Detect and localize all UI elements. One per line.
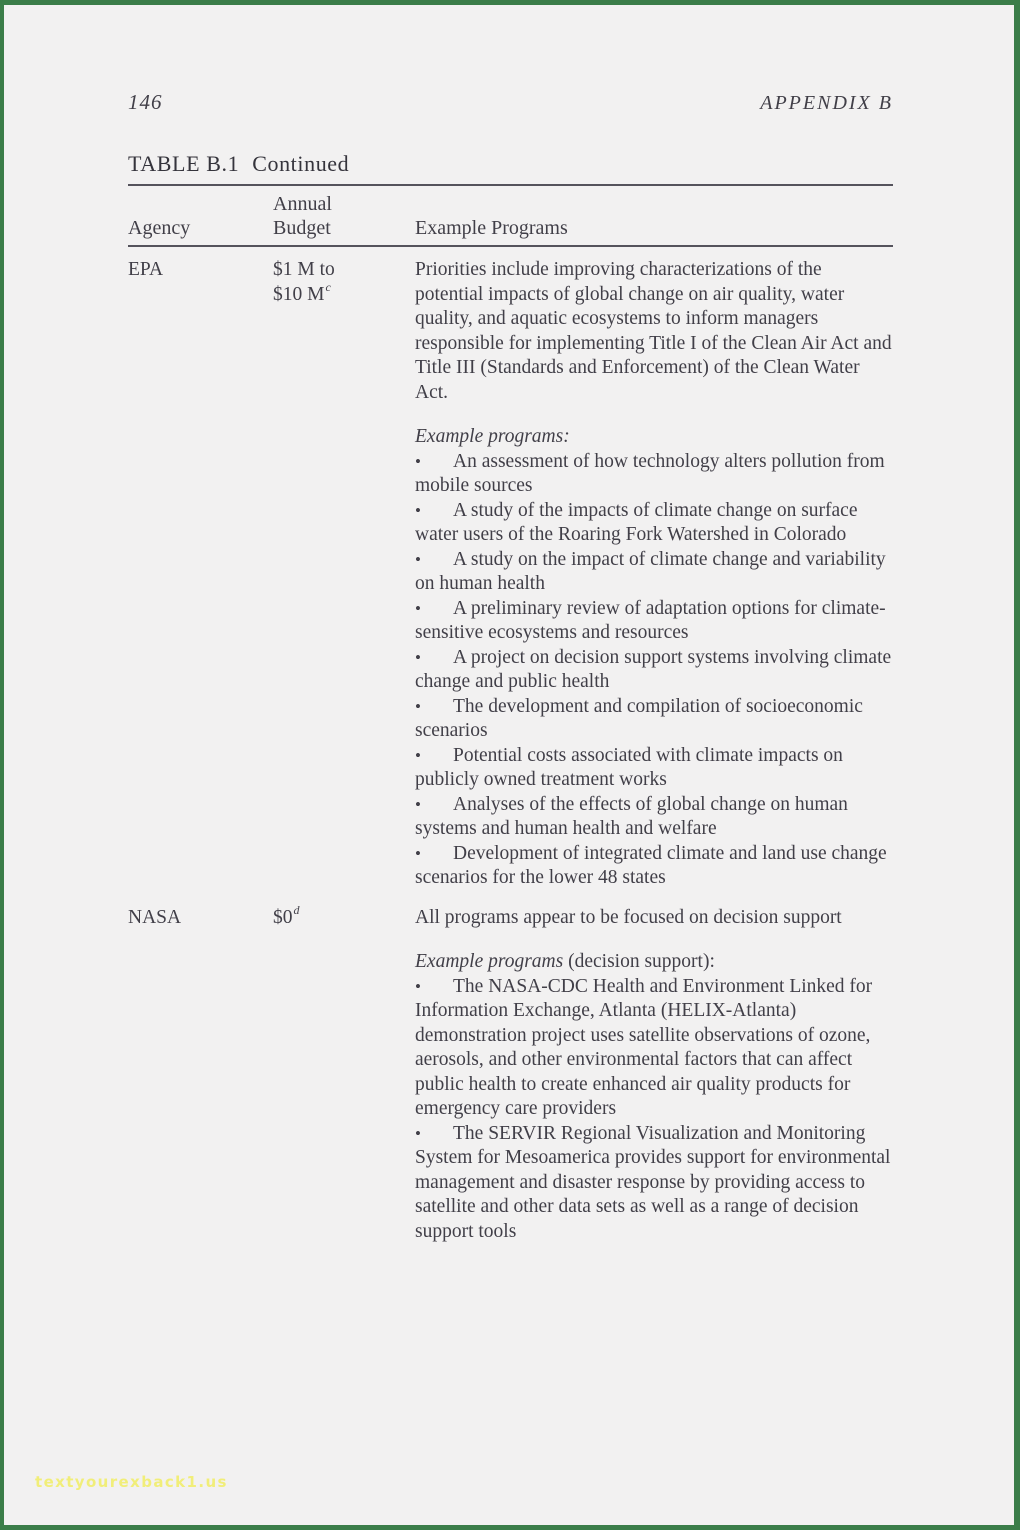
budget-cell: [273, 903, 415, 1245]
footnote-marker: c: [325, 280, 331, 294]
table-title-label: TABLE B.1: [128, 151, 240, 176]
bullet-icon: •: [415, 745, 421, 765]
bullet-icon: •: [415, 598, 421, 618]
budget-line: $10 $M^c$: [273, 280, 331, 305]
bullet-icon: •: [415, 549, 421, 569]
bullet-item: • An assessment of how technology alters pollution from mobile sources: [415, 450, 885, 496]
budget-cell: [273, 258, 415, 891]
example-programs-list: [415, 975, 893, 1245]
bullet-icon: •: [415, 696, 421, 716]
watermark: textyourexback1.us: [35, 1473, 228, 1491]
example-programs-label: Example programs (decision support):: [415, 951, 715, 972]
column-header-budget-line2: Budget: [273, 217, 331, 239]
appendix-running-head: APPENDIX B: [760, 92, 893, 114]
table-header-row: [128, 186, 893, 245]
example-programs-list: [415, 450, 893, 891]
programs-intro: Priorities include improving characterizations of the potential impacts of global change on air quality, water quality, and aquatic ecosystems to inform managers responsible for implementing Title I of the Clean Air Act and Title III (Standards and Enforcement) of the Clean Water Act.: [415, 259, 892, 403]
document-page: [4, 5, 1014, 1525]
bullet-icon: •: [415, 500, 421, 520]
bullet-icon: •: [415, 451, 421, 471]
column-header-budget-line1: Annual: [273, 193, 332, 215]
bullet-item: • The NASA-CDC Health and Environment Linked for Information Exchange, Atlanta (HELIX-Atlanta) demonstration project uses satellite observations of ozone, aerosols, and other environmental factors that can affect public health to create enhanced air quality products for emergency care providers: [415, 975, 873, 1119]
table-row-nasa: [128, 895, 893, 1245]
bullet-item: • Potential costs associated with climate impacts on publicly owned treatment works: [415, 744, 843, 790]
bullet-icon: •: [415, 794, 421, 814]
column-header-budget: [273, 192, 415, 240]
bullet-icon: •: [415, 843, 421, 863]
example-programs-label: Example programs:: [415, 426, 570, 447]
table-title: [128, 150, 893, 177]
bullet-item: • A study on the impact of climate change and variability on human health: [415, 548, 886, 594]
bullet-item: • The development and compilation of socioeconomic scenarios: [415, 695, 863, 741]
column-header-programs: Example Programs: [415, 217, 568, 239]
bullet-item: • A study of the impacts of climate change on surface water users of the Roaring Fork Watershed in Colorado: [415, 499, 858, 545]
bullet-icon: •: [415, 976, 421, 996]
programs-cell: [415, 258, 893, 891]
table-row-epa: [128, 247, 893, 891]
column-header-agency: Agency: [128, 217, 191, 239]
agency-cell: EPA: [128, 259, 164, 280]
programs-cell: [415, 906, 893, 1245]
programs-intro: All programs appear to be focused on decision support: [415, 906, 842, 928]
page-number: 146: [128, 90, 163, 114]
running-header: [128, 5, 893, 116]
bullet-item: • Analyses of the effects of global change on human systems and human health and welfare: [415, 793, 848, 839]
bullet-icon: •: [415, 1123, 421, 1143]
agency-cell: NASA: [128, 906, 182, 928]
table-title-suffix: Continued: [252, 151, 350, 176]
budget-line: $1 M to: [273, 259, 335, 280]
bullet-item: • Development of integrated climate and land use change scenarios for the lower 48 states: [415, 842, 887, 888]
budget-line: $0$^d$: [273, 903, 300, 928]
bullet-item: • The SERVIR Regional Visualization and Monitoring System for Mesoamerica provides support for environmental management and disaster response by providing access to satellite and other data sets as well as a range of decision support tools: [415, 1122, 891, 1242]
bullet-item: • A project on decision support systems involving climate change and public health: [415, 646, 892, 692]
bullet-item: • A preliminary review of adaptation options for climate-sensitive ecosystems and resources: [415, 597, 886, 643]
bullet-icon: •: [415, 647, 421, 667]
footnote-marker: d: [293, 903, 300, 917]
